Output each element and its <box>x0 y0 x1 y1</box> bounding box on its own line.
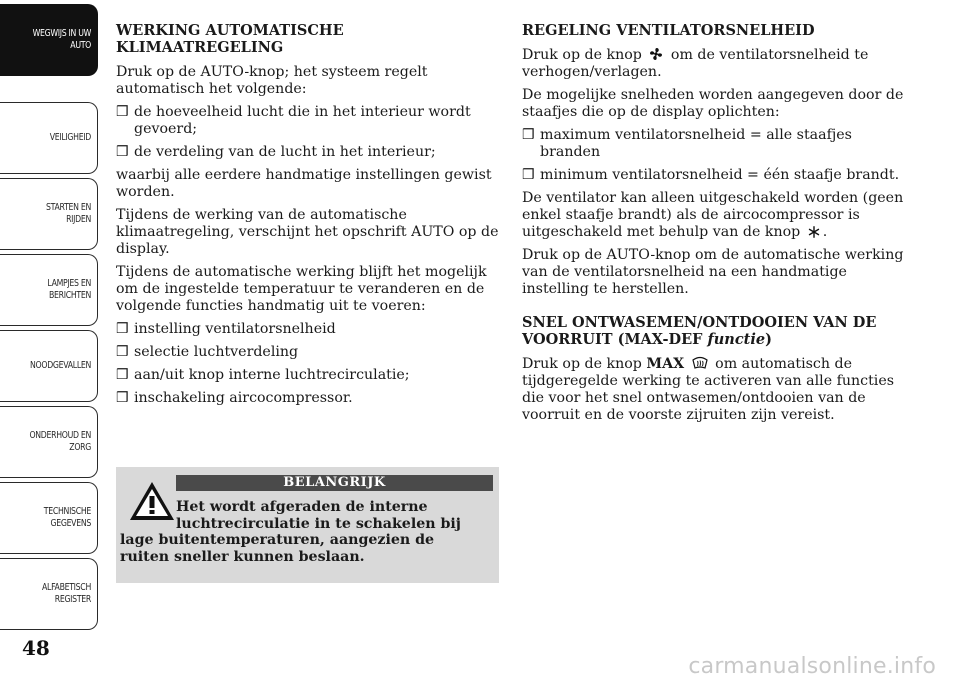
warning-title: BELANGRIJK <box>176 475 493 491</box>
warning-line: Het wordt afgeraden de interne <box>176 499 428 515</box>
warning-line: lage buitentemperaturen, aangezien de <box>120 532 435 548</box>
bullet-icon: ❒ <box>116 390 129 406</box>
paragraph <box>522 356 912 424</box>
list-item <box>116 344 500 361</box>
text-run-max: MAX <box>646 356 685 372</box>
tab-label: VEILIGHEID <box>49 132 91 143</box>
text-run: om automatisch de tijdgeregelde werking te activeren van alle functies die voor het snel ontwasemen/ontdooien van de voorruit en de voorste zijruiten zijn vereist. <box>522 356 894 423</box>
paragraph: Tijdens de werking van de automatische klimaatregeling, verschijnt het opschrift AUTO op de display. <box>116 207 499 257</box>
section-heading-automatic-climate: WERKING AUTOMATISCHE KLIMAATREGELING <box>116 22 344 56</box>
paragraph: Tijdens de automatische werking blijft het mogelijk om de ingestelde temperatuur te veranderen en de volgende functies handmatig uit te voeren: <box>116 264 487 314</box>
bullet-icon: ❒ <box>116 367 129 383</box>
tab-onderhoud-en-zorg[interactable] <box>0 406 98 478</box>
paragraph: waarbij alle eerdere handmatige instellingen gewist worden. <box>116 167 492 200</box>
tab-label: ONDERHOUD EN ZORG <box>29 430 91 453</box>
list-item-text: instelling ventilatorsnelheid <box>134 321 336 337</box>
left-column <box>116 22 500 413</box>
list-item <box>116 367 500 384</box>
list-item-text: aan/uit knop interne luchtrecirculatie; <box>134 367 410 383</box>
right-column <box>522 22 912 430</box>
warning-text <box>120 499 492 565</box>
snowflake-ac-icon <box>808 226 820 238</box>
tab-label: LAMPJES EN BERICHTEN <box>47 278 91 301</box>
list-item-text: de verdeling van de lucht in het interieur; <box>134 144 436 160</box>
bullet-icon: ❒ <box>522 167 535 183</box>
tab-wegwijs-in-uw-auto[interactable] <box>0 4 98 76</box>
tab-veiligheid[interactable] <box>0 102 98 174</box>
list-item-text: de hoeveelheid lucht die in het interieur wordt gevoerd; <box>134 104 471 137</box>
text-run: SNEL ONTWASEMEN/ONTDOOIEN VAN DE VOORRUIT (MAX-DEF <box>522 314 877 348</box>
list-item <box>116 104 500 138</box>
paragraph: Druk op de AUTO-knop; het systeem regelt automatisch het volgende: <box>116 64 428 97</box>
text-run: . <box>822 224 828 240</box>
paragraph: Druk op de AUTO-knop om de automatische werking van de ventilatorsnelheid na een handmatige instelling te herstellen. <box>522 247 904 297</box>
tab-label: TECHNISCHE GEGEVENS <box>43 506 91 529</box>
watermark: carmanualsonline.info <box>688 654 936 679</box>
paragraph <box>522 190 912 241</box>
list-item-text: minimum ventilatorsnelheid = één staafje brandt. <box>540 167 900 183</box>
text-run: Druk op de knop <box>522 47 642 63</box>
tab-label: NOODGEVALLEN <box>30 360 91 371</box>
warning-box <box>116 467 499 583</box>
bullet-icon: ❒ <box>116 344 129 360</box>
text-run: om de ventilatorsnelheid te verhogen/verlagen. <box>522 47 869 80</box>
text-run: ) <box>765 331 772 348</box>
paragraph <box>522 47 912 81</box>
list-item-text: selectie luchtverdeling <box>134 344 299 360</box>
list-item <box>522 127 912 161</box>
chapter-sidebar <box>0 0 100 686</box>
fan-icon <box>649 47 663 61</box>
list-item <box>522 167 912 184</box>
text-run: functie <box>707 331 766 348</box>
tab-noodgevallen[interactable] <box>0 330 98 402</box>
tab-lampjes-en-berichten[interactable] <box>0 254 98 326</box>
tab-starten-en-rijden[interactable] <box>0 178 98 250</box>
list-item-text: inschakeling aircocompressor. <box>134 390 353 406</box>
paragraph: De mogelijke snelheden worden aangegeven door de staafjes die op de display oplichten: <box>522 87 904 120</box>
bullet-icon: ❒ <box>116 321 129 337</box>
list-item <box>116 390 500 407</box>
text-run: Druk op de knop <box>522 356 647 372</box>
list-item-text: maximum ventilatorsnelheid = alle staafjes branden <box>540 127 852 160</box>
tab-alfabetisch-register[interactable] <box>0 558 98 630</box>
tab-technische-gegevens[interactable] <box>0 482 98 554</box>
bullet-icon: ❒ <box>522 127 535 143</box>
list-item <box>116 321 500 338</box>
bullet-icon: ❒ <box>116 104 129 120</box>
tab-label: WEGWIJS IN UW AUTO <box>32 28 91 51</box>
warning-line: ruiten sneller kunnen beslaan. <box>120 548 365 565</box>
list-item <box>116 144 500 161</box>
bullet-icon: ❒ <box>116 144 129 160</box>
page-number: 48 <box>22 636 50 660</box>
tab-label: STARTEN EN RIJDEN <box>46 202 91 225</box>
warning-line: luchtrecirculatie in te schakelen bij <box>176 515 461 532</box>
windshield-defrost-icon <box>692 356 708 370</box>
section-heading-max-def <box>522 314 912 348</box>
tab-label: ALFABETISCH REGISTER <box>42 582 91 605</box>
text-run: De ventilator kan alleen uitgeschakeld worden (geen enkel staafje brandt) als de aircocompressor is uitgeschakeld met behulp van de knop <box>522 190 904 240</box>
section-heading-fan-speed: REGELING VENTILATORSNELHEID <box>522 22 815 39</box>
